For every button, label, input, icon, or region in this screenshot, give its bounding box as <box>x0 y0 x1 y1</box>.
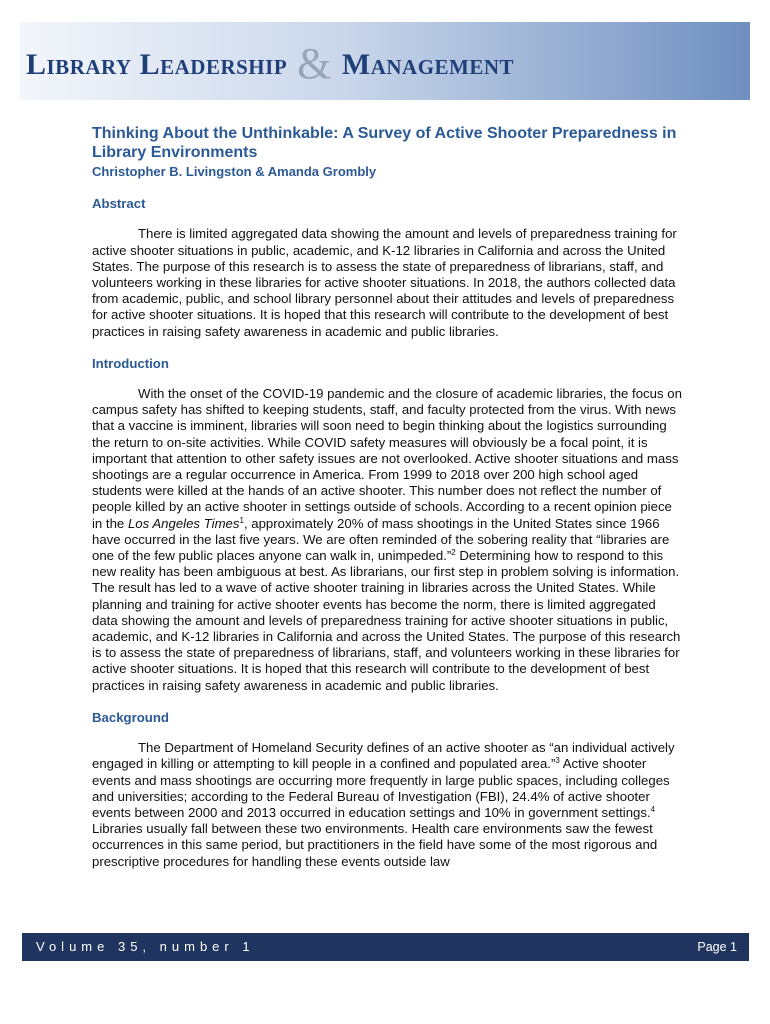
article-authors: Christopher B. Livingston & Amanda Grombly <box>92 164 377 179</box>
abstract-paragraph: There is limited aggregated data showing the amount and levels of preparedness training for active shooter situations in public, academic, and K-12 libraries in California and across the United States. The purpose of this research is to assess the state of preparedness of librarians, staff, and volunteers working in these libraries for active shooter situations. In 2018, the authors collected data from academic, public, and school library personnel about their attitudes and levels of preparedness for active shooter situations. It is hoped that this research will contribute to the development of best practices in raising safety awareness in academic and public libraries. <box>92 226 677 339</box>
background-heading: Background <box>92 709 169 725</box>
footer-page-number: Page 1 <box>697 940 737 954</box>
journal-logo <box>26 38 514 89</box>
introduction-paragraph <box>92 386 684 694</box>
footnote-ref-3: 3 <box>555 756 560 766</box>
footnote-ref-2: 2 <box>451 548 456 558</box>
journal-ampersand: & <box>297 39 332 88</box>
footer-volume: Volume 35, number 1 <box>36 939 255 954</box>
journal-masthead <box>0 22 770 100</box>
background-text-a: The Department of Homeland Security defines of an active shooter as “an individual actively engaged in killing or attempting to kill people in a confined and populated area.” <box>92 740 675 772</box>
background-text-c: Libraries usually fall between these two environments. Health care environments saw the fewest occurrences in this same period, but practitioners in the field have some of the most rigorous and prescriptive procedures for handling these events outside law <box>92 821 658 869</box>
abstract-heading: Abstract <box>92 196 146 212</box>
page-footer <box>22 933 749 961</box>
journal-name-part1: Library Leadership <box>26 48 288 81</box>
background-text-b: Active shooter events and mass shootings are occurring more frequently in large public spaces, including colleges and universities; according to the Federal Bureau of Investigation (FBI), 24.4% of active shooter events between 2000 and 2013 occurred in education settings and 10% in government settings. <box>92 756 670 820</box>
background-paragraph <box>92 740 684 870</box>
introduction-text-c: Determining how to respond to this new reality has been ambiguous at best. As librarians, our first step in problem solving is information. The result has led to a wave of active shooter training in libraries across the United States. While planning and training for active shooter events has become the norm, there is limited aggregated data showing the amount and levels of preparedness training for active shooter situations in public, academic, and K-12 libraries in California and across the United States. The purpose of this research is to assess the state of preparedness of librarians, staff, and volunteers working in these libraries for active shooter situations. It is hoped that this research will contribute to the development of best practices in raising safety awareness in academic and public libraries. <box>92 548 681 693</box>
introduction-text-b: , approximately 20% of mass shootings in the United States since 1966 have occurred in the last five years. We are often reminded of the sobering reality that “libraries are one of the few public places anyone can walk in, unimpeded.” <box>92 515 670 564</box>
article-title: Thinking About the Unthinkable: A Survey of Active Shooter Preparedness in Library Environments <box>92 125 677 161</box>
footnote-ref-1: 1 <box>239 515 244 525</box>
introduction-text-a: With the onset of the COVID-19 pandemic and the closure of academic libraries, the focus on campus safety has shifted to keeping students, staff, and faculty protected from the virus. With news that a vaccine is imminent, libraries will soon need to begin thinking about the logistics surrounding the return to on-site activities. While COVID safety measures will obviously be a focal point, it is important that attention to other safety issues are not overlooked. Active shooter situations and mass shootings are a regular occurrence in America. From 1999 to 2018 over 200 high school aged students were killed at the hands of an active shooter. This number does not reflect the number of people killed by an active shooter in settings outside of schools. According to a recent opinion piece in the <box>92 386 682 531</box>
footnote-ref-4: 4 <box>650 804 656 814</box>
journal-name-part2: Management <box>341 48 515 81</box>
newspaper-title: Los Angeles Times <box>127 515 240 531</box>
introduction-heading: Introduction <box>92 355 169 371</box>
article-body <box>92 124 684 870</box>
